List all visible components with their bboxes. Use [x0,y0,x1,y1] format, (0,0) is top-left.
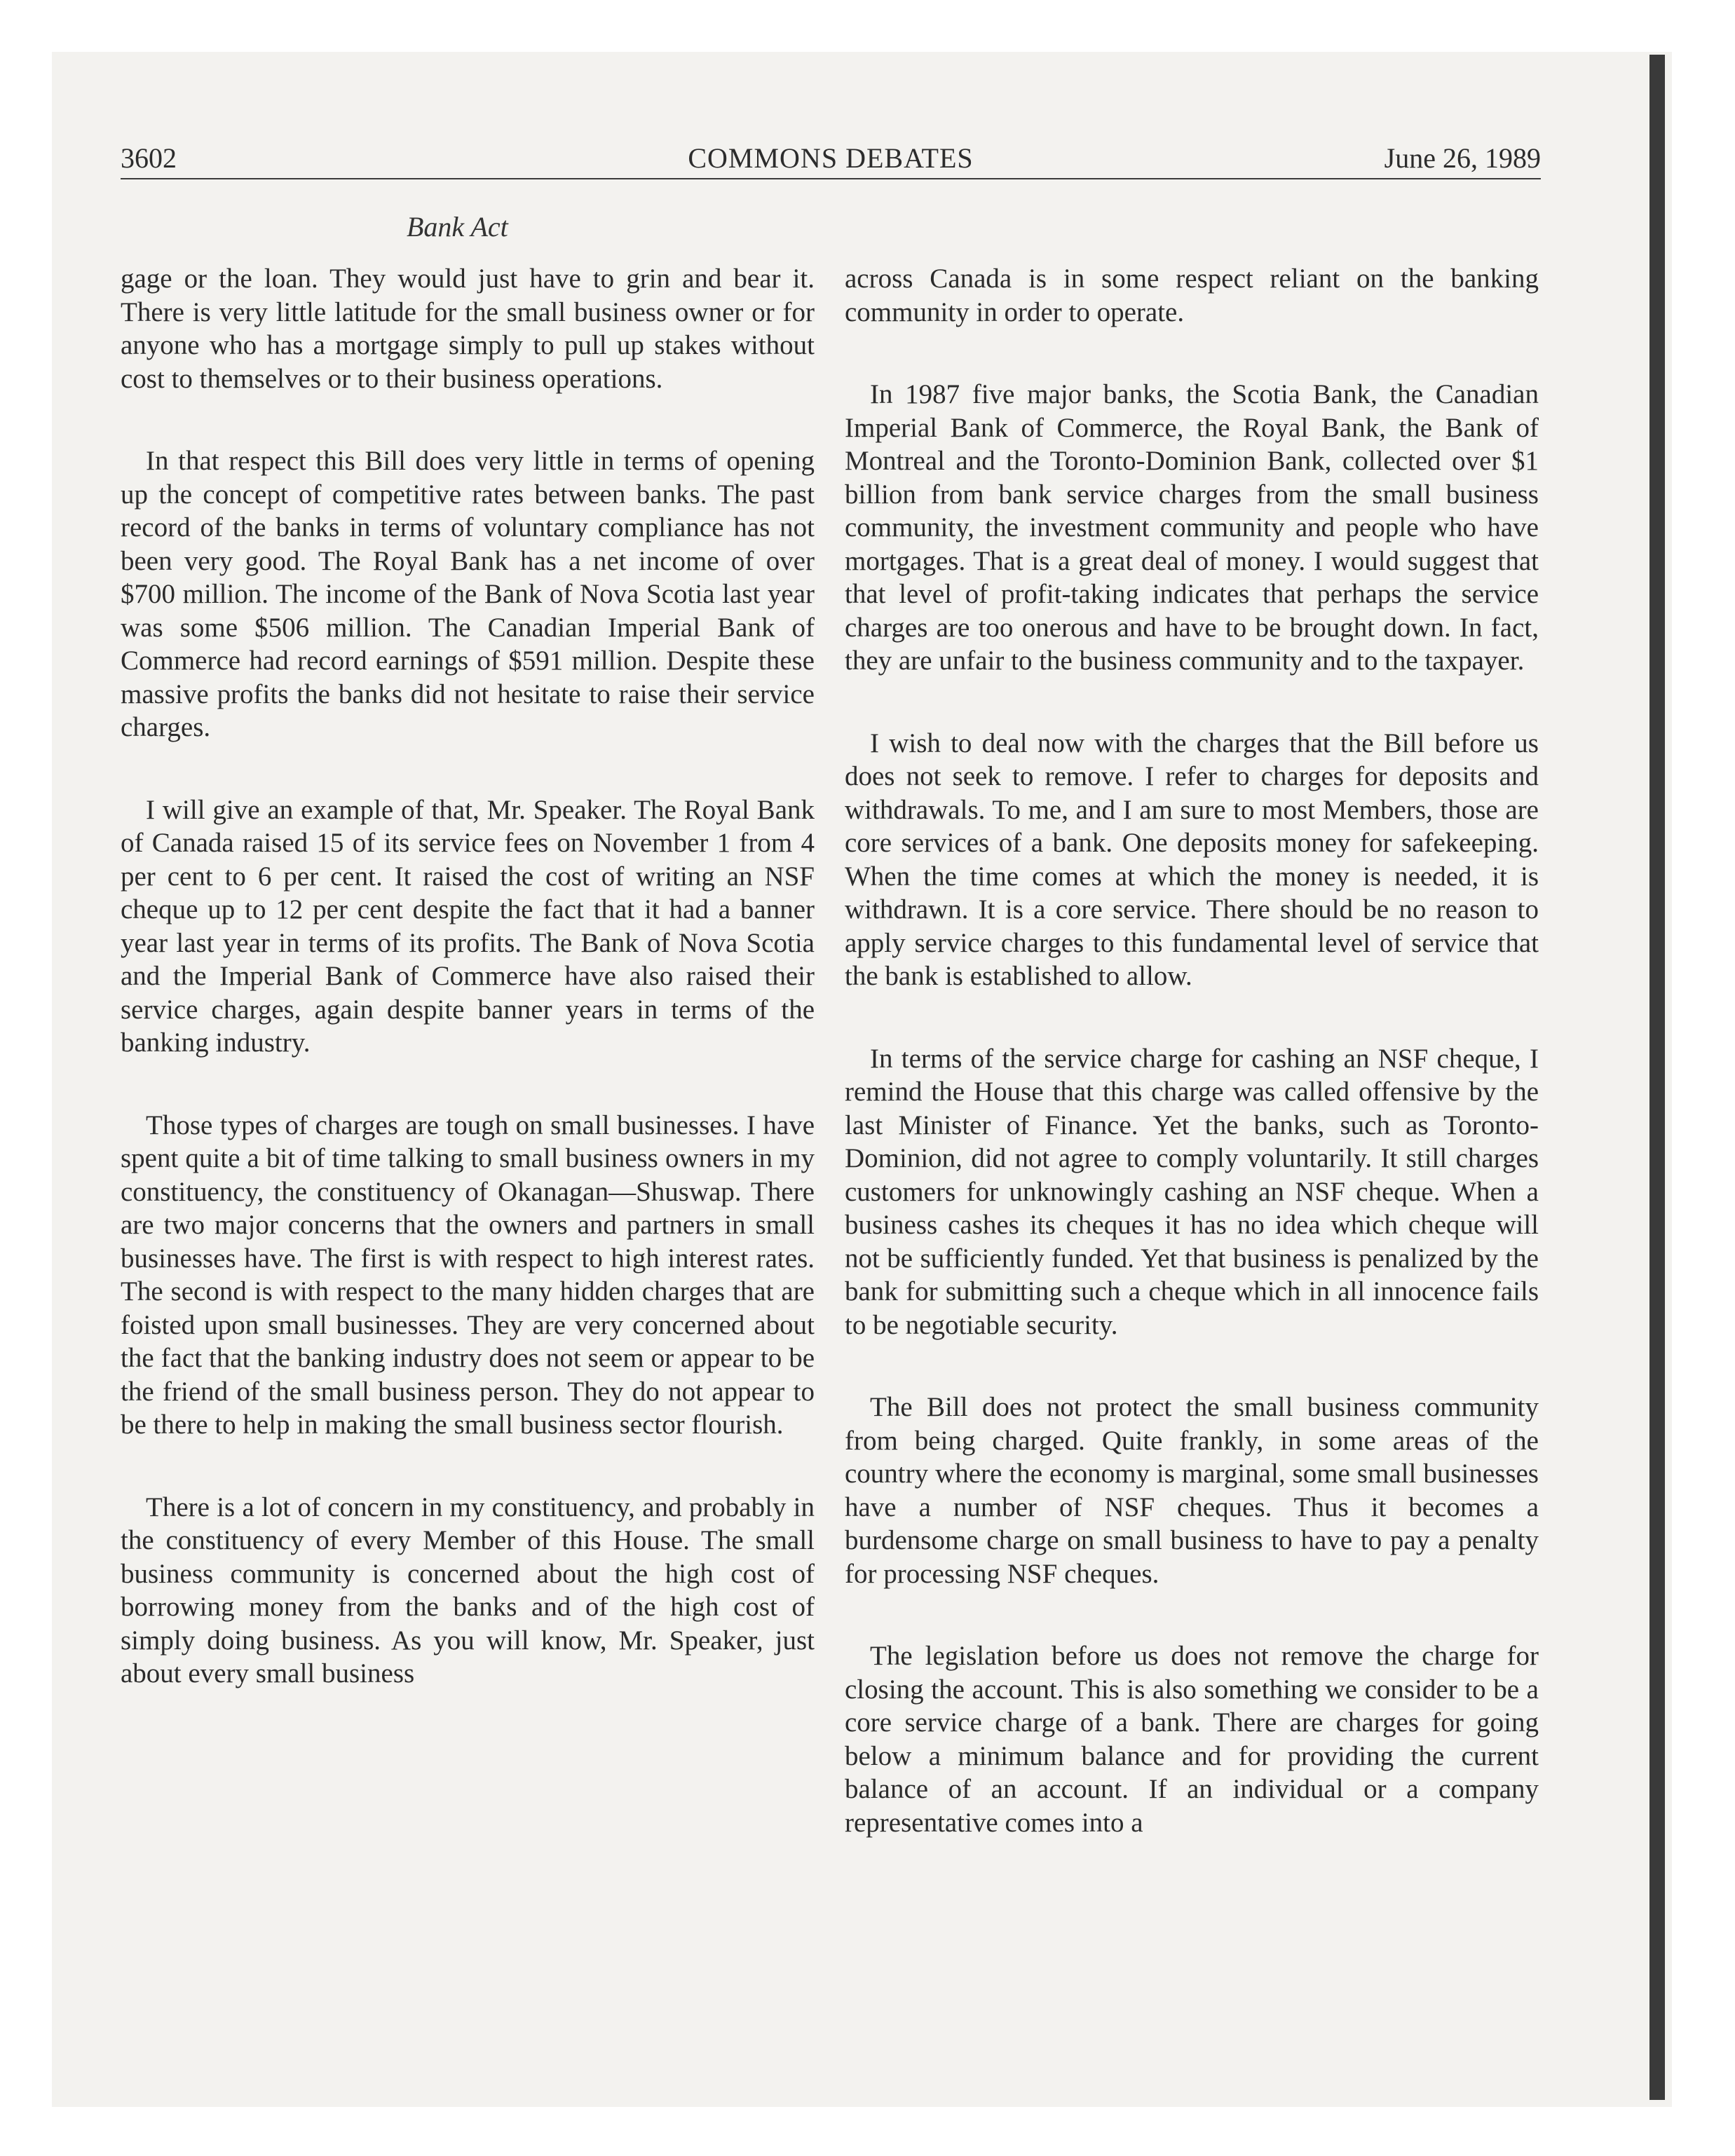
paragraph: I will give an example of that, Mr. Speaker. The Royal Bank of Canada raised 15 of its service fees on November 1 from 4 per cent to 6 per cent. It raised the cost of writing an NSF cheque up to 12 per cent despite the fact that it had a banner year last year in terms of its profits. The Bank of Nova Scotia and the Imperial Bank of Commerce have also raised their service charges, again despite banner years in terms of the banking industry. [121,794,815,1058]
paragraph: Those types of charges are tough on small businesses. I have spent quite a bit of time talking to small business owners in my constituency, the constituency of Okanagan—Shuswap. There are two major concerns that the owners and partners in small businesses have. The first is with respect to high interest rates. The second is with respect to the many hidden charges that are foisted upon small businesses. They are very concerned about the fact that the banking industry does not seem or appear to be the friend of the small business person. They do not appear to be there to help in making the small business sector flourish. [121,1110,815,1440]
paragraph: gage or the loan. They would just have to grin and bear it. There is very little latitude for the small business owner or for anyone who has a mortgage simply to pull up stakes without cost to themselves or to their business operations. [121,264,815,394]
paragraph: In 1987 five major banks, the Scotia Bank, the Canadian Imperial Bank of Commerce, the Royal Bank, the Bank of Montreal and the Toronto-Dominion Bank, collected over $1 billion from bank service charges from the small business community, the investment community and people who have mortgages. That is a great deal of money. I would suggest that that level of profit-taking indicates that perhaps the service charges are too onerous and have to be brought down. In fact, they are unfair to the business community and to the taxpayer. [845,379,1539,676]
page-header [121,136,1541,178]
paragraph: There is a lot of concern in my constituency, and probably in the constituency of every Member of this House. The small business community is concerned about the high cost of borrowing money from the banks and of the high cost of simply doing business. As you will know, Mr. Speaker, just about every small business [121,1492,815,1688]
header-rule [121,178,1541,179]
issue-date: June 26, 1989 [1384,142,1541,174]
page-number: 3602 [121,142,177,174]
right-column [845,262,1539,1839]
left-column [121,262,815,1691]
publication-title: COMMONS DEBATES [688,142,974,174]
subject-heading: Bank Act [407,211,508,243]
paragraph: The legislation before us does not remove the charge for closing the account. This is also something we consider to be a core service charge of a bank. There are charges for going below a minimum balance and for providing the current balance of an account. If an individual or a company representative comes into a [845,1641,1539,1838]
paragraph: across Canada is in some respect reliant on the banking community in order to operate. [845,264,1539,327]
paragraph: I wish to deal now with the charges that the Bill before us does not seek to remove. I refer to charges for deposits and withdrawals. To me, and I am sure to most Members, those are core services of a bank. One deposits money for safekeeping. When the time comes at which the money is needed, it is withdrawn. It is a core service. There should be no reason to apply service charges to this fundamental level of service that the bank is established to allow. [845,728,1539,991]
paragraph: In terms of the service charge for cashing an NSF cheque, I remind the House that this charge was called offensive by the last Minister of Finance. Yet the banks, such as Toronto-Dominion, did not agree to comply voluntarily. It still charges customers for unknowingly cashing an NSF cheque. When a business cashes its cheques it has no idea which cheque will not be sufficiently funded. Yet that business is penalized by the bank for submitting such a cheque which in all innocence fails to be negotiable security. [845,1043,1539,1340]
paragraph: In that respect this Bill does very little in terms of opening up the concept of competitive rates between banks. The past record of the banks in terms of voluntary compliance has not been very good. The Royal Bank has a net income of over $700 million. The income of the Bank of Nova Scotia last year was some $506 million. The Canadian Imperial Bank of Commerce had record earnings of $591 million. Despite these massive profits the banks did not hesitate to raise their service charges. [121,446,815,742]
paragraph: The Bill does not protect the small business community from being charged. Quite frankly, in some areas of the country where the economy is marginal, some small businesses have a number of NSF cheques. Thus it becomes a burdensome charge on small business to have to pay a penalty for processing NSF cheques. [845,1392,1539,1589]
scan-edge-bar [1649,55,1665,2100]
